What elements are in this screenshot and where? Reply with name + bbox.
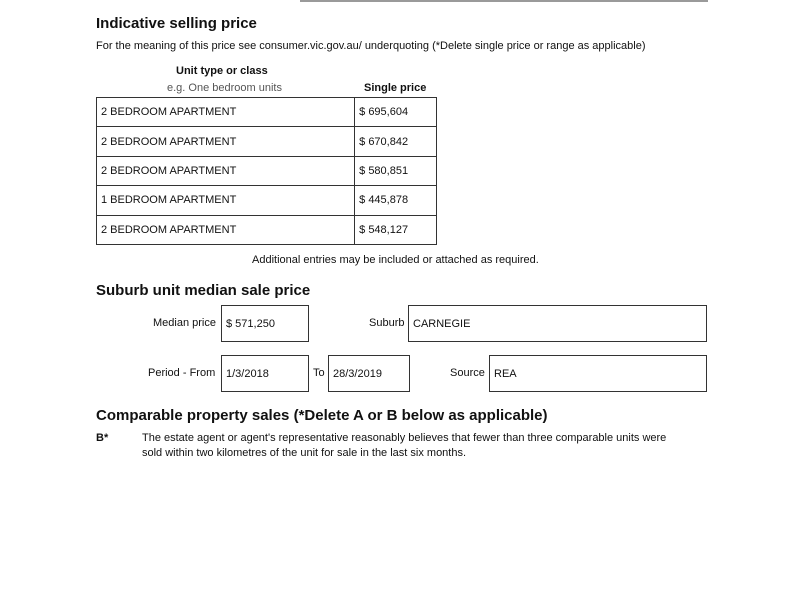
unit-type-example: e.g. One bedroom units: [167, 82, 282, 94]
single-price-column-header: Single price: [364, 82, 427, 94]
table-row: [97, 127, 437, 156]
unit-type-cell[interactable]: 2 BEDROOM APARTMENT: [97, 127, 355, 156]
single-price-cell[interactable]: $ 548,127: [355, 215, 437, 244]
median-price-heading: Suburb unit median sale price: [96, 282, 311, 299]
table-row: [97, 98, 437, 127]
option-b-marker: B*: [96, 432, 109, 444]
indicative-price-heading: Indicative selling price: [96, 15, 257, 32]
comparable-sales-heading: Comparable property sales (*Delete A or B below as applicable): [96, 407, 548, 424]
single-price-cell[interactable]: $ 695,604: [355, 98, 437, 127]
single-price-cell[interactable]: $ 580,851: [355, 156, 437, 185]
source-field[interactable]: REA: [489, 355, 707, 392]
indicative-price-note: For the meaning of this price see consumer.vic.gov.au/ underquoting (*Delete single price or range as applicable): [96, 40, 646, 52]
median-price-label: Median price: [153, 317, 216, 329]
top-divider: [300, 0, 708, 2]
single-price-cell[interactable]: $ 445,878: [355, 186, 437, 215]
indicative-price-table: [96, 97, 437, 245]
unit-type-cell[interactable]: 1 BEDROOM APARTMENT: [97, 186, 355, 215]
unit-type-column-header: Unit type or class: [176, 65, 268, 77]
source-label: Source: [450, 367, 485, 379]
comparable-statement-line-1: The estate agent or agent's representative reasonably believes that fewer than three comparable units were: [142, 432, 667, 444]
unit-type-cell[interactable]: 2 BEDROOM APARTMENT: [97, 215, 355, 244]
additional-entries-note: Additional entries may be included or attached as required.: [252, 254, 539, 266]
comparable-statement-line-2: sold within two kilometres of the unit for sale in the last six months.: [142, 447, 467, 459]
unit-type-cell[interactable]: 2 BEDROOM APARTMENT: [97, 156, 355, 185]
suburb-field[interactable]: CARNEGIE: [408, 305, 707, 342]
table-row: [97, 215, 437, 244]
unit-type-cell[interactable]: 2 BEDROOM APARTMENT: [97, 98, 355, 127]
single-price-cell[interactable]: $ 670,842: [355, 127, 437, 156]
period-to-field[interactable]: 28/3/2019: [328, 355, 410, 392]
median-price-field[interactable]: $ 571,250: [221, 305, 309, 342]
period-from-label: Period - From: [148, 367, 216, 379]
table-row: [97, 156, 437, 185]
table-row: [97, 186, 437, 215]
suburb-label: Suburb: [369, 317, 405, 329]
period-from-field[interactable]: 1/3/2018: [221, 355, 309, 392]
period-to-label: To: [313, 367, 325, 379]
